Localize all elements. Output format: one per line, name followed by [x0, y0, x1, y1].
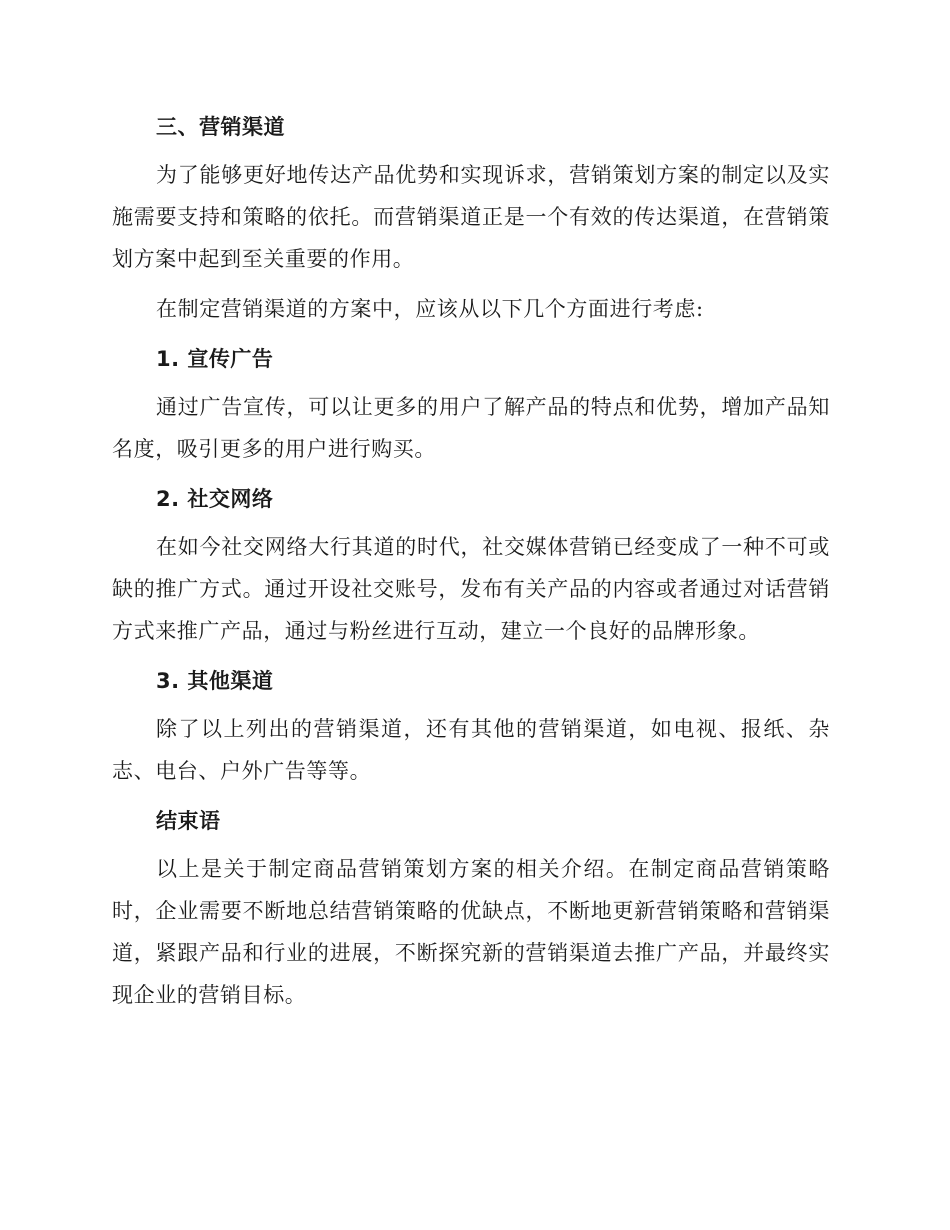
paragraph-advertising: 通过广告宣传，可以让更多的用户了解产品的特点和优势，增加产品知名度，吸引更多的用户进行购买。 — [112, 395, 830, 461]
paragraph-conclusion: 以上是关于制定商品营销策划方案的相关介绍。在制定商品营销策略时，企业需要不断地总结营销策略的优缺点，不断地更新营销策略和营销渠道，紧跟产品和行业的进展，不断探究新的营销渠道去推广产品，并最终实现企业的营销目标。 — [112, 857, 830, 1007]
subheading-social-network: 2. 社交网络 — [156, 487, 274, 511]
paragraph-channels-considerations: 在制定营销渠道的方案中，应该从以下几个方面进行考虑: — [156, 297, 704, 321]
document-page — [112, 106, 830, 1024]
section-heading-marketing-channels: 三、营销渠道 — [156, 115, 285, 139]
paragraph-other-channels: 除了以上列出的营销渠道，还有其他的营销渠道，如电视、报纸、杂志、电台、户外广告等等。 — [112, 717, 830, 783]
paragraph-social-network: 在如今社交网络大行其道的时代，社交媒体营销已经变成了一种不可或缺的推广方式。通过开设社交账号，发布有关产品的内容或者通过对话营销方式来推广产品，通过与粉丝进行互动，建立一个良好的品牌形象。 — [112, 535, 830, 643]
subheading-other-channels: 3. 其他渠道 — [156, 669, 274, 693]
paragraph-channels-intro: 为了能够更好地传达产品优势和实现诉求，营销策划方案的制定以及实施需要支持和策略的依托。而营销渠道正是一个有效的传达渠道，在营销策划方案中起到至关重要的作用。 — [112, 163, 830, 271]
subheading-advertising: 1. 宣传广告 — [156, 347, 274, 371]
section-heading-conclusion: 结束语 — [156, 809, 221, 833]
